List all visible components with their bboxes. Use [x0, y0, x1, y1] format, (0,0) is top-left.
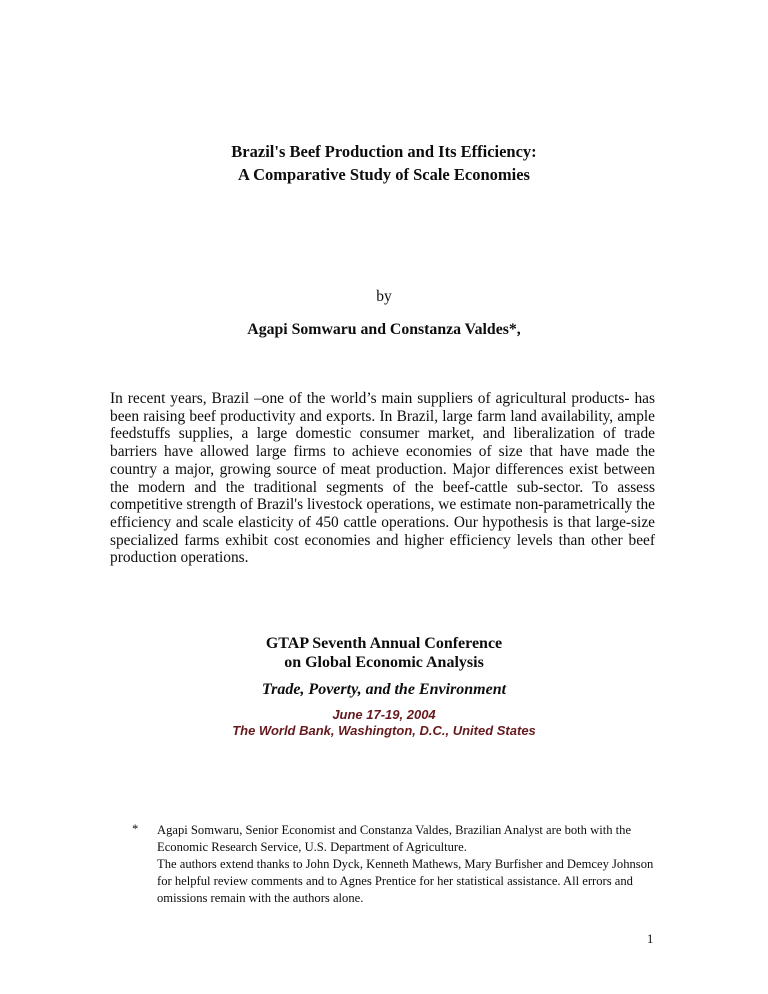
conference-name — [0, 634, 768, 673]
authors: Agapi Somwaru and Constanza Valdes*, — [247, 321, 521, 338]
page-number: 1 — [647, 932, 654, 946]
footnote-para2: The authors extend thanks to John Dyck, Kenneth Mathews, Mary Burfisher and Demcey Johnson for helpful review comments and to Agnes Prentice for her statistical assistance. All errors and omissions remain with the authors alone. — [157, 857, 654, 905]
conference-location: The World Bank, Washington, D.C., United States — [232, 722, 536, 738]
footnote-para1: Agapi Somwaru, Senior Economist and Constanza Valdes, Brazilian Analyst are both with the Economic Research Service, U.S. Department of Agriculture. — [157, 823, 632, 854]
conference-name-line1: GTAP Seventh Annual Conference — [265, 635, 503, 652]
footnote — [157, 822, 656, 907]
paper-title-line2: A Comparative Study of Scale Economies — [238, 164, 530, 184]
conference-name-line2: on Global Economic Analysis — [284, 654, 484, 672]
footnote-marker: * — [132, 822, 139, 836]
conference-date: June 17-19, 2004 — [332, 707, 436, 722]
paper-title — [0, 141, 768, 186]
conference-theme: Trade, Poverty, and the Environment — [261, 681, 507, 698]
paper-title-line1: Brazil's Beef Production and Its Efficiency: — [231, 142, 537, 161]
conference-date-location — [0, 707, 768, 738]
byline: by — [376, 288, 392, 305]
abstract-paragraph: In recent years, Brazil –one of the world’s main suppliers of agricultural products- has been raising beef productivity and exports. In Brazil, large farm land availability, ample feedstuffs supplies, a large domestic consumer market, and liberalization of trade barriers have allowed large firms to achieve economies of size that have made the country a major, growing source of meat production. Major differences exist between the modern and the traditional segments of the beef-cattle sub-sector. To assess competitive strength of Brazil's livestock operations, we estimate non-parametrically the efficiency and scale elasticity of 450 cattle operations. Our hypothesis is that large-size specialized farms exhibit cost economies and higher efficiency levels than other beef production operations. — [110, 390, 655, 567]
